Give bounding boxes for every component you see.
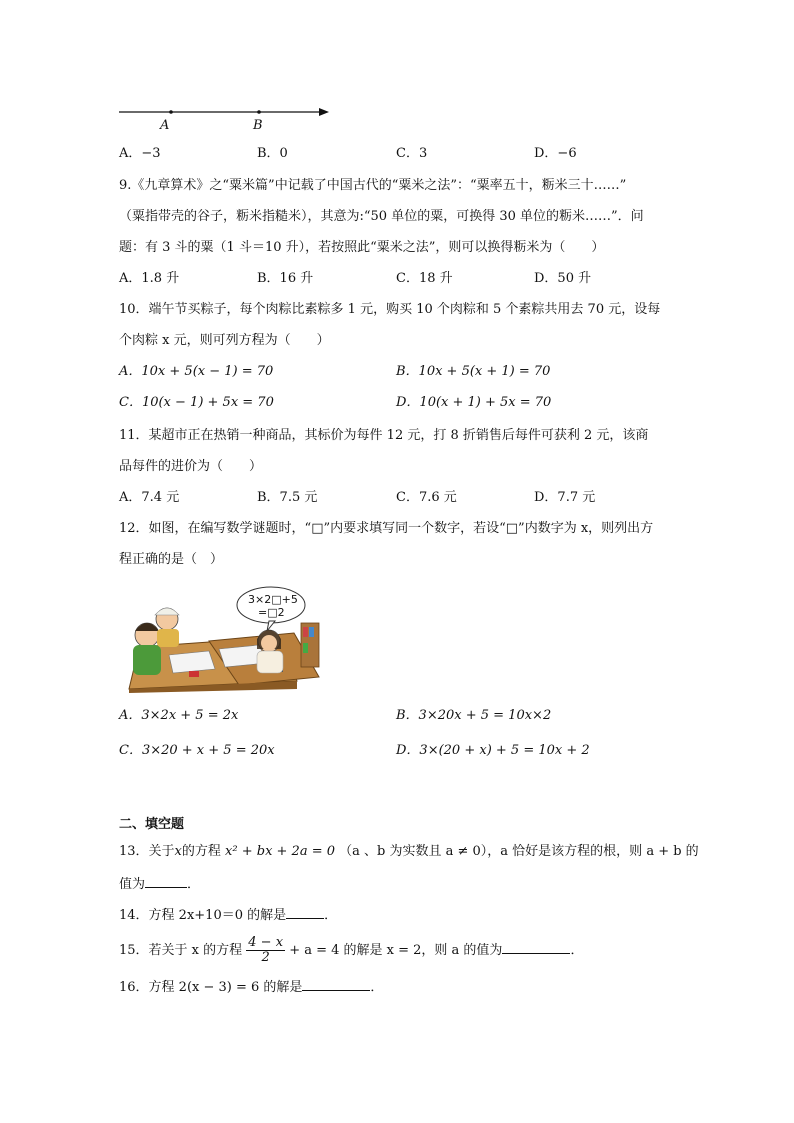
- q11-option-b: B．7.5 元: [257, 490, 318, 505]
- q11-line-1: 11．某超市正在热销一种商品，其标价为每件 12 元，打 8 折销售后每件可获利 2 元，该商: [119, 428, 649, 443]
- q12-option-d: D．3×(20 + x) + 5 = 10x + 2: [396, 743, 590, 758]
- q15-text-a: 15．若关于 x 的方程: [119, 943, 243, 958]
- q15-answer-blank[interactable]: [502, 940, 570, 954]
- q15-text-b: + a = 4 的解是 x = 2，则 a 的值为: [289, 943, 503, 958]
- q16-answer-blank[interactable]: [302, 977, 370, 991]
- point-b: [257, 110, 261, 114]
- q9-option-b: B．16 升: [257, 271, 314, 286]
- q16-end: ．: [370, 980, 384, 995]
- q11-option-d: D．7.7 元: [534, 490, 596, 505]
- q16-text: 16．方程 2(x − 3) = 6 的解是: [119, 980, 303, 995]
- q12-option-c: C．3×20 + x + 5 = 20x: [119, 743, 275, 758]
- q15-end: ．: [570, 943, 584, 958]
- q8-option-b: B．0: [257, 146, 288, 161]
- q12-option-a: A．3×2x + 5 = 2x: [119, 708, 239, 723]
- q8-option-d: D．−6: [534, 146, 577, 161]
- q10-line-1: 10．端午节买粽子，每个肉粽比素粽多 1 元，购买 10 个肉粽和 5 个素粽共用去 70 元，设每: [119, 302, 661, 317]
- q11-option-c: C．7.6 元: [396, 490, 457, 505]
- number-line: [115, 102, 340, 138]
- q11-option-a: A．7.4 元: [119, 490, 180, 505]
- q16-line: [119, 977, 383, 997]
- q11-line-2: 品每件的进价为（ ）: [119, 459, 263, 474]
- q13-equation: x² + bx + 2a = 0: [225, 844, 336, 859]
- q8-option-c: C．3: [396, 146, 428, 161]
- q10-option-d: D．10(x + 1) + 5x = 70: [396, 395, 552, 410]
- q14-answer-blank[interactable]: [286, 905, 324, 919]
- q13-answer-blank[interactable]: [145, 874, 187, 888]
- q13-line-1: [119, 843, 699, 861]
- q9-line-2: （粟指带壳的谷子，粝米指糙米），其意为:“50 单位的粟，可换得 30 单位的粝米……”．问: [119, 209, 644, 224]
- q13-prefix: 13．关于: [119, 844, 175, 859]
- q10-option-a: A．10x + 5(x − 1) = 70: [119, 364, 274, 379]
- q15-fraction: [246, 936, 285, 965]
- q10-line-2: 个肉粽 x 元，则可列方程为（ ）: [119, 333, 330, 348]
- q12-line-1: 12．如图，在编写数学谜题时，“□”内要求填写同一个数字，若设“□”内数字为 x，则列出方: [119, 521, 654, 536]
- q9-option-a: A．1.8 升: [119, 271, 180, 286]
- q15-fraction-denominator: 2: [261, 950, 270, 965]
- q14-end: ．: [324, 908, 338, 923]
- q14-text: 14．方程 2x+10＝0 的解是: [119, 908, 287, 923]
- point-a: [169, 110, 173, 114]
- q13-mid: 的方程: [181, 844, 221, 859]
- q13-variable: x: [174, 844, 182, 859]
- q13-line2-text: 值为: [119, 877, 146, 892]
- q10-option-b: B．10x + 5(x + 1) = 70: [396, 364, 551, 379]
- q9-line-1: 9.《九章算术》之“粟米篇”中记载了中国古代的“粟米之法”：“粟率五十，粝米三十……”: [119, 178, 627, 193]
- q13-line-2: 值为 ．: [119, 874, 200, 894]
- q14-line: [119, 905, 337, 925]
- label-b: B: [253, 118, 263, 133]
- q9-option-d: D．50 升: [534, 271, 592, 286]
- q13-condition: （a 、b 为实数且 a ≠ 0），a 恰好是该方程的根，则 a + b 的: [339, 844, 699, 859]
- q9-option-c: C．18 升: [396, 271, 453, 286]
- q15-fraction-numerator: 4 − x: [248, 935, 284, 950]
- q8-option-a: A．−3: [119, 146, 161, 161]
- q9-line-3: 题：有 3 斗的粟（1 斗＝10 升），若按照此“粟米之法”，则可以换得粝米为（ ）: [119, 240, 605, 255]
- label-a: A: [160, 118, 170, 133]
- q12-option-b: B．3×20x + 5 = 10x×2: [396, 708, 552, 723]
- q10-option-c: C．10(x − 1) + 5x = 70: [119, 395, 274, 410]
- bubble-text-1: 3×2□+5: [248, 593, 298, 606]
- bubble-text-2: =□2: [258, 606, 285, 619]
- q15-line: [119, 936, 583, 966]
- section-title-fill-blank: 二、填空题: [119, 817, 185, 832]
- q12-line-2: 程正确的是（ ）: [119, 552, 224, 567]
